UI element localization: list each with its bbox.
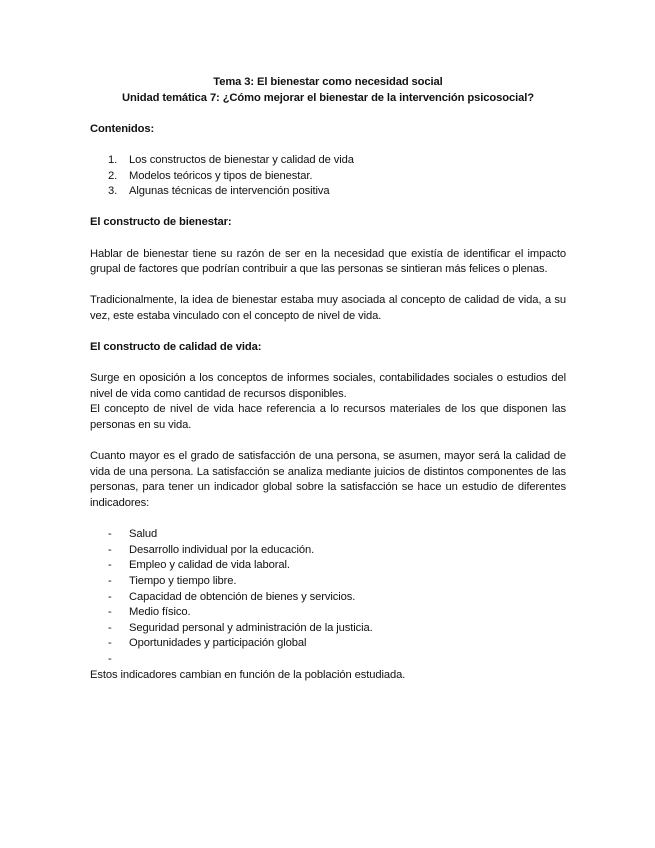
- contents-heading: Contenidos:: [90, 122, 155, 135]
- bullet-dash: -: [108, 543, 112, 556]
- list-item-text: Desarrollo individual por la educación.: [129, 543, 315, 556]
- list-item: [90, 590, 566, 606]
- list-item: [90, 527, 566, 543]
- list-item: [90, 153, 566, 169]
- paragraph: Hablar de bienestar tiene su razón de ser en la necesidad que existía de identificar el impacto grupal de factores que podrían contribuir a que las personas se sintieran más felices o plenas.: [90, 247, 566, 276]
- list-item-text: Algunas técnicas de intervención positiva: [129, 185, 330, 198]
- document-title: Tema 3: El bienestar como necesidad social: [213, 76, 443, 88]
- bullet-dash: -: [108, 559, 112, 572]
- list-item-text: Oportunidades y participación global: [129, 637, 307, 650]
- paragraph: Cuanto mayor es el grado de satisfacción de una persona, se asumen, mayor será la calidad de vida de una persona. La satisfacción se analiza mediante juicios de distintos componentes de las personas, para tener un indicador global sobre la satisfacción se hace un estudio de diferentes indicadores:: [90, 450, 566, 510]
- paragraph: Surge en oposición a los conceptos de informes sociales, contabilidades sociales o estudios del nivel de vida como cantidad de recursos disponibles.: [90, 372, 566, 400]
- list-item-text: Salud: [129, 528, 158, 541]
- list-item-text: Tiempo y tiempo libre.: [129, 575, 237, 587]
- list-item: [90, 169, 566, 185]
- paragraph: El concepto de nivel de vida hace referencia a lo recursos materiales de los que disponen las personas en su vida.: [90, 403, 566, 432]
- list-item-text: Medio físico.: [129, 606, 191, 619]
- bullet-dash: -: [108, 606, 112, 619]
- closing-paragraph: Estos indicadores cambian en función de la población estudiada.: [90, 668, 406, 681]
- list-item-text: Capacidad de obtención de bienes y servicios.: [129, 590, 356, 603]
- contents-list: [90, 153, 566, 200]
- list-item: [90, 543, 566, 559]
- bullet-dash: -: [108, 637, 112, 650]
- section-heading-bienestar: El constructo de bienestar:: [90, 216, 232, 229]
- bullet-dash: -: [108, 621, 112, 634]
- section-heading-calidad-de-vida: El constructo de calidad de vida:: [90, 341, 262, 354]
- list-item: [90, 652, 566, 668]
- bullet-dash: -: [108, 528, 112, 541]
- list-item: [90, 605, 566, 621]
- list-item: [90, 574, 566, 590]
- list-item: [90, 636, 566, 652]
- list-number: 1.: [108, 153, 118, 166]
- document-subtitle: Unidad temática 7: ¿Cómo mejorar el bienestar de la intervención psicosocial?: [122, 91, 534, 104]
- bullet-dash: -: [108, 575, 112, 587]
- bullet-dash: -: [108, 590, 112, 603]
- list-item: [90, 184, 566, 200]
- document-body: [90, 75, 566, 683]
- list-item: [90, 558, 566, 574]
- list-number: 3.: [108, 185, 118, 198]
- bullet-dash: -: [108, 652, 112, 665]
- list-item-text: Empleo y calidad de vida laboral.: [129, 559, 290, 572]
- list-item: [90, 621, 566, 637]
- list-item-text: Los constructos de bienestar y calidad de vida: [129, 153, 354, 166]
- list-item-text: Modelos teóricos y tipos de bienestar.: [129, 169, 313, 182]
- paragraph: Tradicionalmente, la idea de bienestar estaba muy asociada al concepto de calidad de vida, a su vez, este estaba vinculado con el concepto de nivel de vida.: [90, 294, 566, 322]
- list-item-text: Seguridad personal y administración de la justicia.: [129, 621, 373, 634]
- list-number: 2.: [108, 169, 118, 182]
- indicators-list: [90, 527, 566, 667]
